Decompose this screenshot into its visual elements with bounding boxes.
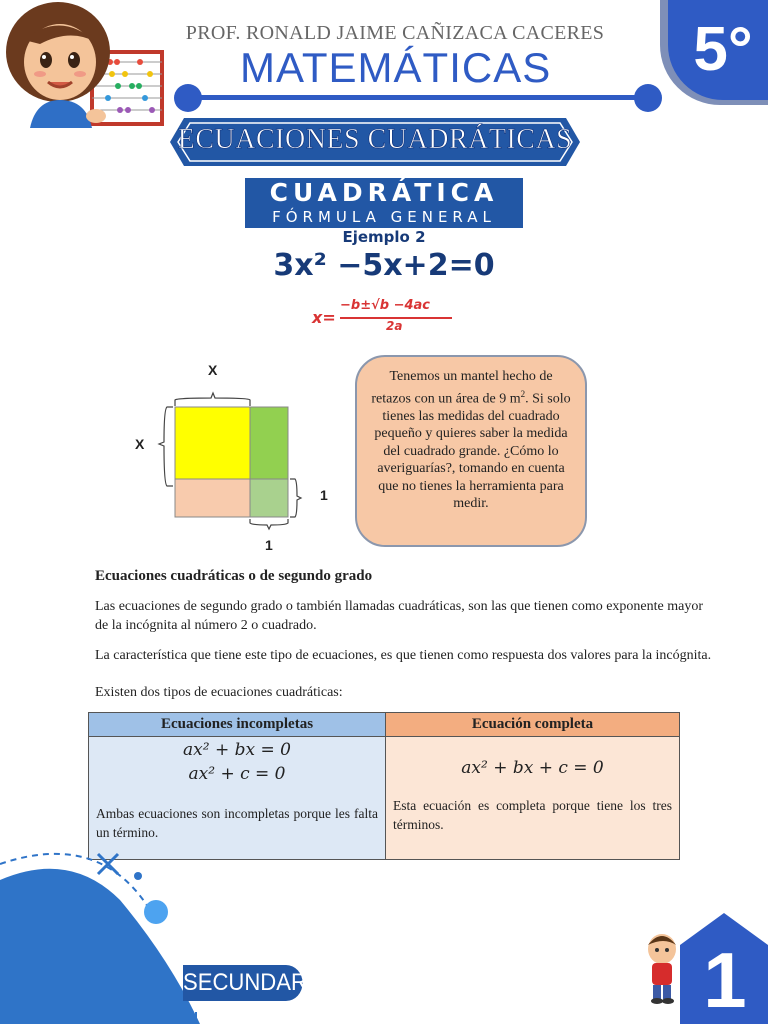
problem-text-end: . Si solo tienes las medidas del cuadrado pequeño y quieres saber la medida del cuadrado grande. ¿Cómo lo averiguarías?, tomando en cuenta que no tienes la herramienta para medir. <box>374 391 571 512</box>
table-header-complete: Ecuación completa <box>386 713 680 737</box>
formula-numerator: −b±√b −4ac <box>340 298 431 313</box>
formula-banner-subtitle: FÓRMULA GENERAL <box>272 208 496 226</box>
paragraph-types: Existen dos tipos de ecuaciones cuadráticas: <box>95 685 343 700</box>
paragraph-definition: Las ecuaciones de segundo grado o también llamadas cuadráticas, son las que tienen como exponente mayor de la incógnita al número 2 o cuadrado. <box>95 599 704 633</box>
bottom-rect <box>175 479 250 517</box>
level-label: SECUNDARIA <box>183 965 303 1001</box>
complete-description: Esta ecuación es completa porque tiene los tres términos. <box>393 798 672 832</box>
formula-denominator: 2a <box>386 319 403 333</box>
section-heading: Ecuaciones cuadráticas o de segundo grado <box>95 568 373 584</box>
incomplete-equation-2: ax² + c = 0 <box>188 764 286 784</box>
example-equation: 3x² −5x+2=0 <box>273 248 495 283</box>
underline-dot-right <box>634 84 662 112</box>
quadratic-formula <box>300 298 470 336</box>
diagram-bottom-label: 1 <box>265 537 273 553</box>
topic-title: ECUACIONES CUADRÁTICAS <box>177 124 573 155</box>
problem-text <box>370 368 572 513</box>
diagram-left-label: X <box>135 436 145 452</box>
grade-badge: 5° <box>668 0 768 100</box>
author-name: PROF. RONALD JAIME CAÑIZACA CACERES <box>185 22 605 44</box>
problem-text-exponent: 2 <box>520 388 526 399</box>
level-number: 1 <box>703 936 747 1024</box>
table-cell-complete <box>386 737 680 860</box>
underline-dot-left <box>174 84 202 112</box>
incomplete-equation-1: ax² + bx = 0 <box>183 740 291 760</box>
area-diagram <box>125 360 345 560</box>
girl-illustration <box>0 0 170 130</box>
subject-title: MATEMÁTICAS <box>240 44 552 91</box>
formula-banner <box>245 178 523 228</box>
paragraph-characteristic: La característica que tiene este tipo de ecuaciones, es que tienen como respuesta dos valores para la incógnita. <box>95 648 712 663</box>
diagram-right-label: 1 <box>320 487 328 503</box>
table-header-incomplete: Ecuaciones incompletas <box>89 713 386 737</box>
incomplete-description: Ambas ecuaciones son incompletas porque les falta un término. <box>96 806 378 840</box>
problem-text-start: Tenemos un mantel hecho de retazos con un área de 9 m <box>371 369 553 407</box>
equation-types-table <box>88 712 680 860</box>
diagram-top-label: X <box>208 362 218 378</box>
title-underline <box>188 95 648 100</box>
small-square <box>250 479 288 517</box>
formula-banner-title: CUADRÁTICA <box>269 178 499 207</box>
big-square <box>175 407 250 479</box>
example-label: Ejemplo 2 <box>342 228 426 246</box>
formula-prefix: x= <box>312 308 336 327</box>
side-rect <box>250 407 288 479</box>
complete-equation: ax² + bx + c = 0 <box>461 758 604 778</box>
